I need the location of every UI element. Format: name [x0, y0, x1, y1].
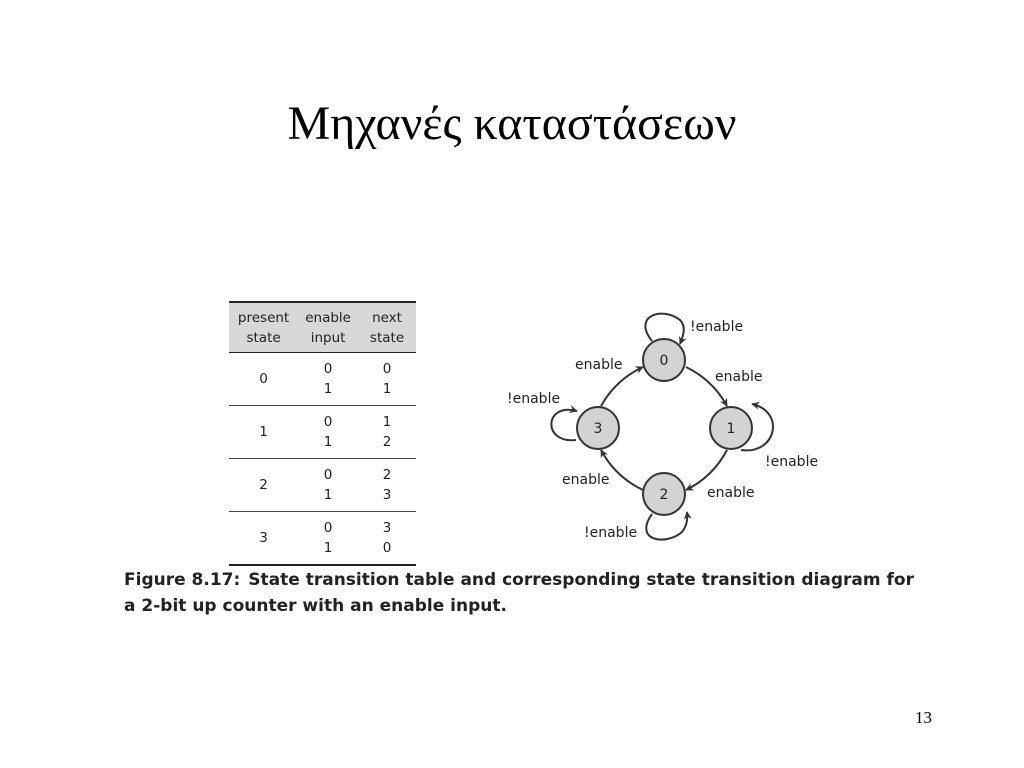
next-value: 0: [382, 540, 392, 556]
state-label: 0: [659, 353, 669, 369]
header-text: input: [310, 330, 346, 346]
input-value: 0: [323, 414, 333, 430]
label-self-loop-3: !enable: [507, 391, 561, 407]
label-self-loop-1: !enable: [765, 454, 819, 470]
figure-caption: [124, 567, 924, 619]
label-self-loop-0: !enable: [690, 319, 744, 335]
header-text: state: [246, 330, 281, 346]
state-node-2: [643, 473, 685, 515]
slide-title: Μηχανές καταστάσεων: [287, 97, 737, 150]
state-label: 2: [659, 487, 669, 503]
present-state-cell: 1: [229, 406, 298, 459]
input-value: 0: [323, 361, 333, 377]
present-state-cell: 3: [229, 512, 298, 566]
header-text: next: [372, 310, 402, 326]
state-label: 3: [593, 421, 603, 437]
present-state-cell: 2: [229, 459, 298, 512]
header-text: state: [369, 330, 405, 346]
label-0-to-1: enable: [715, 369, 763, 385]
self-loop-3-arrow: [551, 410, 577, 441]
label-self-loop-2: !enable: [584, 525, 638, 541]
input-value: 1: [323, 434, 333, 450]
next-value: 0: [382, 361, 392, 377]
present-state-cell: 0: [229, 353, 298, 406]
input-value: 0: [323, 467, 333, 483]
label-2-to-3: enable: [562, 472, 610, 488]
next-value: 2: [382, 467, 392, 483]
header-text: enable: [305, 310, 351, 326]
page-number: 13: [915, 708, 932, 727]
label-3-to-0: enable: [575, 357, 623, 373]
next-value: 1: [382, 381, 392, 397]
transition-1-to-2-arrow: [686, 450, 727, 490]
input-value: 0: [323, 520, 333, 536]
state-node-1: [710, 407, 752, 449]
next-value: 3: [382, 487, 392, 503]
input-value: 1: [323, 381, 333, 397]
state-node-0: [643, 339, 685, 381]
state-node-3: [577, 407, 619, 449]
next-value: 3: [382, 520, 392, 536]
state-label: 1: [726, 421, 736, 437]
input-value: 1: [323, 540, 333, 556]
label-1-to-2: enable: [707, 485, 755, 501]
next-value: 1: [382, 414, 392, 430]
figure-number: Figure 8.17:: [124, 570, 241, 590]
header-text: present: [237, 310, 290, 326]
input-value: 1: [323, 487, 333, 503]
next-value: 2: [382, 434, 392, 450]
caption-text: State transition table and corresponding state transition diagram for a 2-bit up counter with an enable input.: [124, 570, 914, 616]
self-loop-2-arrow: [646, 512, 687, 540]
